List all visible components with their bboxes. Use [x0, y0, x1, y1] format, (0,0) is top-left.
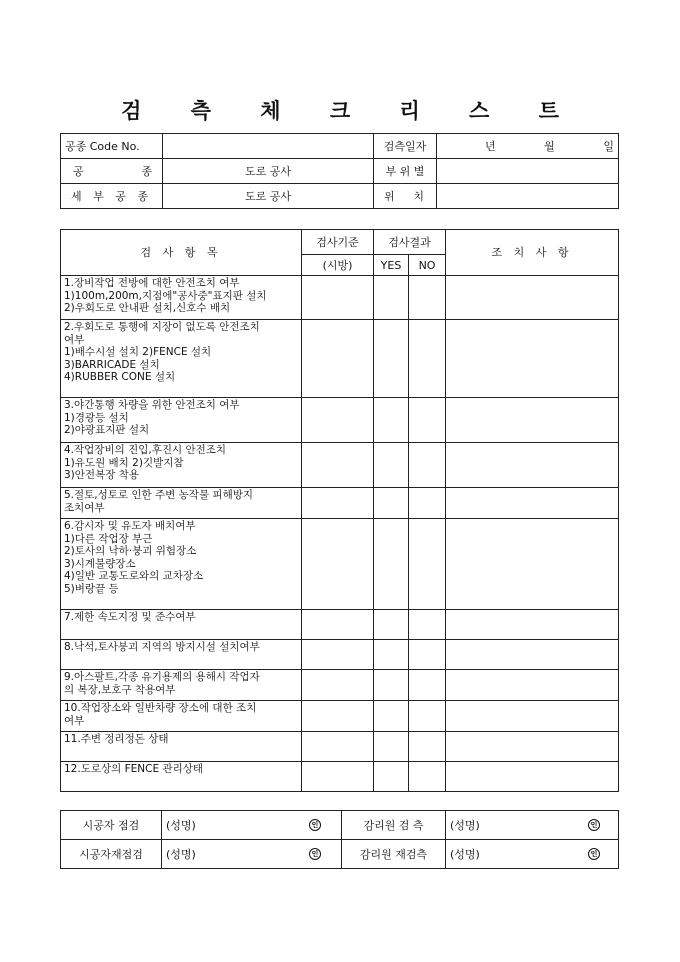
yes-cell[interactable] [374, 732, 409, 762]
standard-cell[interactable] [302, 519, 374, 610]
yes-cell[interactable] [374, 670, 409, 701]
sub-work-type-label: 세 부 공 종 [61, 184, 163, 209]
standard-cell[interactable] [302, 443, 374, 488]
check-item-text: 8.낙석,토사붕괴 지역의 방지시설 설치여부 [61, 640, 302, 670]
no-cell[interactable] [409, 670, 446, 701]
no-cell[interactable] [409, 398, 446, 443]
action-cell[interactable] [446, 519, 619, 610]
yes-cell[interactable] [374, 610, 409, 640]
inspection-date-label: 검측일자 [374, 134, 437, 159]
col-item-header: 검 사 항 목 [61, 230, 302, 276]
date-year-label: 년 [485, 139, 496, 153]
work-type-value[interactable]: 도로 공사 [163, 159, 374, 184]
header-table [60, 133, 619, 209]
standard-cell[interactable] [302, 701, 374, 732]
table-row [61, 732, 619, 762]
check-item-text: 6.감시자 및 유도자 배치여부 1)다른 작업장 부근 2)토사의 낙하·붕괴 위험장소 3)시계불량장소 4)일반 교통도로와의 교차장소 5)벼랑끝 등 [61, 519, 302, 610]
yes-cell[interactable] [374, 398, 409, 443]
standard-cell[interactable] [302, 640, 374, 670]
date-month-label: 월 [544, 139, 555, 153]
action-cell[interactable] [446, 443, 619, 488]
sub-work-type-value[interactable]: 도로 공사 [163, 184, 374, 209]
check-item-text: 10.작업장소와 일반차량 장소에 대한 조치 여부 [61, 701, 302, 732]
col-result-header: 검사결과 [374, 230, 446, 255]
yes-cell[interactable] [374, 762, 409, 792]
check-item-text: 12.도로상의 FENCE 관리상태 [61, 762, 302, 792]
supervisor-recheck-label: 감리원 재검측 [342, 840, 446, 869]
check-item-text: 5.절토,성토로 인한 주변 농작물 피해방지 조치여부 [61, 488, 302, 519]
supervisor-check-signature[interactable] [446, 811, 619, 840]
action-cell[interactable] [446, 640, 619, 670]
table-row [61, 320, 619, 398]
table-row [61, 640, 619, 670]
col-yes-header: YES [374, 255, 409, 276]
action-cell[interactable] [446, 610, 619, 640]
standard-cell[interactable] [302, 398, 374, 443]
action-cell[interactable] [446, 762, 619, 792]
standard-cell[interactable] [302, 488, 374, 519]
yes-cell[interactable] [374, 488, 409, 519]
table-row [61, 488, 619, 519]
col-standard-subheader: (시방) [302, 255, 374, 276]
name-placeholder: (성명) [166, 818, 196, 832]
name-placeholder: (성명) [450, 847, 480, 861]
contractor-recheck-label: 시공자재점검 [61, 840, 162, 869]
date-day-label: 일 [603, 139, 614, 153]
no-cell[interactable] [409, 320, 446, 398]
no-cell[interactable] [409, 443, 446, 488]
no-cell[interactable] [409, 519, 446, 610]
page-title: 검 측 체 크 리 스 트 [121, 98, 580, 123]
action-cell[interactable] [446, 670, 619, 701]
check-item-text: 11.주변 정리정돈 상태 [61, 732, 302, 762]
table-row [61, 276, 619, 320]
contractor-recheck-signature[interactable] [162, 840, 342, 869]
work-code-label: 공종 Code No. [61, 134, 163, 159]
table-row [61, 398, 619, 443]
table-row [61, 519, 619, 610]
no-cell[interactable] [409, 701, 446, 732]
yes-cell[interactable] [374, 640, 409, 670]
check-item-text: 9.아스팔트,각종 유기용제의 용해시 작업자 의 복장,보호구 착용여부 [61, 670, 302, 701]
inspection-date-field[interactable] [437, 134, 619, 159]
standard-cell[interactable] [302, 610, 374, 640]
seal-icon: 인 [309, 848, 321, 860]
name-placeholder: (성명) [166, 847, 196, 861]
table-row [61, 610, 619, 640]
work-code-field[interactable] [163, 134, 374, 159]
check-item-text: 2.우회도로 통행에 지장이 없도록 안전조치 여부 1)배수시설 설치 2)FENCE 설치 3)BARRICADE 설치 4)RUBBER CONE 설치 [61, 320, 302, 398]
no-cell[interactable] [409, 610, 446, 640]
col-action-header: 조 치 사 항 [446, 230, 619, 276]
contractor-check-signature[interactable] [162, 811, 342, 840]
action-cell[interactable] [446, 701, 619, 732]
table-row [61, 762, 619, 792]
contractor-check-label: 시공자 점검 [61, 811, 162, 840]
seal-icon: 인 [588, 819, 600, 831]
action-cell[interactable] [446, 732, 619, 762]
seal-icon: 인 [588, 848, 600, 860]
check-item-text: 3.야간통행 차량을 위한 안전조치 여부 1)경광등 설치 2)야광표지판 설치 [61, 398, 302, 443]
yes-cell[interactable] [374, 519, 409, 610]
no-cell[interactable] [409, 732, 446, 762]
col-standard-header: 검사기준 [302, 230, 374, 255]
standard-cell[interactable] [302, 762, 374, 792]
standard-cell[interactable] [302, 732, 374, 762]
action-cell[interactable] [446, 276, 619, 320]
supervisor-check-label: 감리원 검 측 [342, 811, 446, 840]
table-row [61, 670, 619, 701]
check-item-text: 7.제한 속도지정 및 준수여부 [61, 610, 302, 640]
location-label: 위 치 [374, 184, 437, 209]
table-row [61, 443, 619, 488]
yes-cell[interactable] [374, 701, 409, 732]
location-field[interactable] [437, 184, 619, 209]
no-cell[interactable] [409, 640, 446, 670]
yes-cell[interactable] [374, 320, 409, 398]
action-cell[interactable] [446, 320, 619, 398]
standard-cell[interactable] [302, 670, 374, 701]
col-no-header: NO [409, 255, 446, 276]
table-row [61, 701, 619, 732]
no-cell[interactable] [409, 762, 446, 792]
part-field[interactable] [437, 159, 619, 184]
action-cell[interactable] [446, 398, 619, 443]
signature-table [60, 810, 619, 869]
action-cell[interactable] [446, 488, 619, 519]
standard-cell[interactable] [302, 276, 374, 320]
check-item-text: 4.작업장비의 진입,후진시 안전조치 1)유도원 배치 2)깃발지참 3)안전복장 착용 [61, 443, 302, 488]
name-placeholder: (성명) [450, 818, 480, 832]
yes-cell[interactable] [374, 276, 409, 320]
supervisor-recheck-signature[interactable] [446, 840, 619, 869]
no-cell[interactable] [409, 276, 446, 320]
yes-cell[interactable] [374, 443, 409, 488]
check-item-text: 1.장비작업 전방에 대한 안전조치 여부 1)100m,200m,지점에"공사중"표지판 설치 2)우회도로 안내판 설치,신호수 배치 [61, 276, 302, 320]
part-label: 부 위 별 [374, 159, 437, 184]
seal-icon: 인 [309, 819, 321, 831]
standard-cell[interactable] [302, 320, 374, 398]
checklist-table [60, 229, 619, 792]
work-type-label: 공 종 [61, 159, 163, 184]
no-cell[interactable] [409, 488, 446, 519]
